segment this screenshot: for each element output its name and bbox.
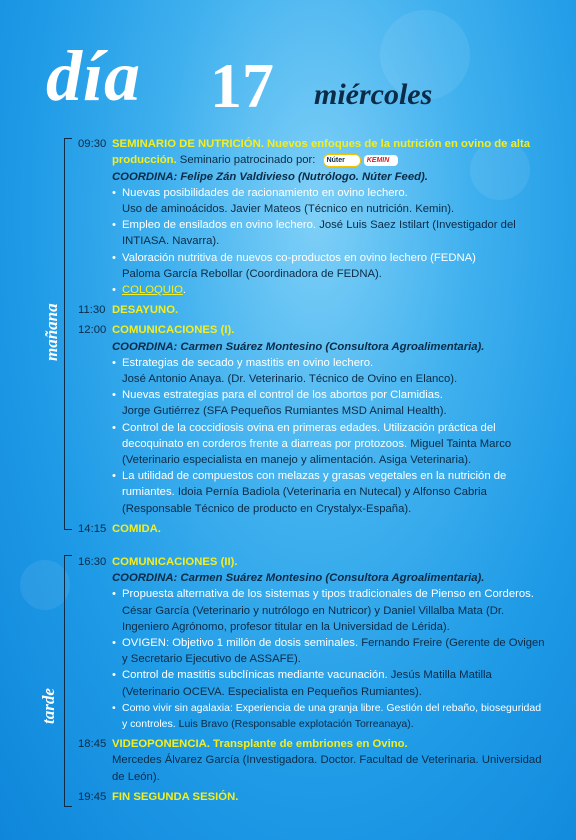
entry-title: COMUNICACIONES (II). (112, 556, 238, 568)
coordinator: COORDINA: Felipe Zán Valdivieso (Nutrólogo. Núter Feed). (112, 170, 428, 183)
talk-topic: La utilidad de compuestos con melazas y grasas vegetales en la nutrición de rumiantes. (122, 470, 507, 499)
list-item (112, 635, 548, 667)
morning-bracket (64, 138, 65, 530)
program-entry (78, 736, 548, 785)
talk-topic: Empleo de ensilados en ovino lechero. (122, 219, 320, 232)
list-item (112, 387, 548, 419)
list-item (112, 468, 548, 517)
day-header (0, 36, 576, 130)
talk-topic: Control de la coccidiosis ovina en primeras edades. Utilización práctica del decoquinato en corderos frente a diarreas por protozoos. (122, 421, 496, 450)
list-item (112, 185, 548, 217)
talk-speaker: Jesús Matilla Matilla (Veterinario OCEVA. Especialista en Pequeños Rumiantes). (122, 669, 492, 698)
talk-topic: OVIGEN: Objetivo 1 millón de dosis seminales. (122, 637, 359, 650)
program-entry (78, 554, 548, 732)
sponsor-logos (323, 152, 398, 168)
talk-speaker: Paloma García Rebollar (Coordinadora de FEDNA). (122, 267, 382, 280)
entry-time: 09:30 (78, 138, 107, 150)
list-item (112, 667, 548, 699)
program-entry (78, 302, 548, 318)
entry-title: FIN SEGUNDA SESIÓN. (112, 790, 239, 803)
nuter-logo: Núter (323, 154, 361, 167)
program-entry (78, 521, 548, 537)
entry-title: SEMINARIO DE NUTRICIÓN. Nuevos enfoques de la nutrición en ovino de alta producción. (112, 138, 531, 167)
program-entry (78, 136, 548, 298)
weekday: miércoles (314, 78, 433, 111)
afternoon-label: tarde (39, 688, 58, 724)
talk-speaker: Uso de aminoácidos. Javier Mateos (Técnico en nutrición. Kemin). (122, 202, 455, 215)
talk-speaker: José Antonio Anaya. (Dr. Veterinario. Técnico de Ovino en Elanco). (122, 372, 458, 385)
entry-title: DESAYUNO. (112, 304, 179, 317)
coloquio-link[interactable]: COLOQUIO (122, 283, 183, 296)
talk-speaker: José Luis Saez Istilart (Investigador del INTIASA. Navarra). (122, 219, 516, 248)
talk-speaker: Miguel Tainta Marco (Veterinario especialista en manejo y alimentación. Asiga Veterinaria). (122, 437, 512, 466)
background-bubble (20, 560, 70, 610)
entry-time: 19:45 (78, 790, 107, 803)
entry-title: COMIDA. (112, 522, 161, 535)
day-word: día (46, 36, 142, 116)
talk-topic: Estrategias de secado y mastitis en ovino lechero. (122, 356, 374, 369)
list-item (112, 420, 548, 469)
list-item (112, 355, 548, 387)
talk-topic: Control de mastitis subclínicas mediante vacunación. (122, 669, 388, 682)
entry-speaker: Mercedes Álvarez García (Investigadora. Doctor. Facultad de Veterinaria. Universidad de León). (112, 754, 542, 783)
entry-time: 14:15 (78, 522, 107, 535)
afternoon-program (78, 554, 548, 805)
list-item (112, 700, 548, 732)
talk-speaker: Idoia Pernía Badiola (Veterinaria en Nutecal) y Alfonso Cabria (Responsable Técnico de producto en Crystalyx-España). (122, 486, 487, 515)
talk-speaker: Jorge Gutiérrez (SFA Pequeños Rumiantes MSD Animal Health). (122, 405, 447, 418)
talk-speaker: Luis Bravo (Responsable explotación Torreanaya). (175, 718, 414, 731)
day-number: 17 (210, 50, 274, 121)
entry-title: COMUNICACIONES (I). (112, 324, 235, 337)
entry-time: 11:30 (78, 304, 106, 317)
talk-topic: Nuevas posibilidades de racionamiento en ovino lechero. (122, 186, 408, 199)
talk-topic: Nuevas estrategias para el control de los abortos por Clamidias. (122, 389, 443, 402)
sponsor-text: Seminario patrocinado por: (176, 154, 316, 167)
talk-speaker: César García (Veterinario y nutrólogo en Nutricor) y Daniel Villalba Mata (Dr. Ingeniero Agrónomo, profesor titular en la Universidad de Lérida). (122, 604, 505, 633)
kemin-logo: KEMIN (364, 155, 398, 166)
entry-title: VIDEOPONENCIA. Transplante de embriones en Ovino. (112, 738, 408, 751)
list-item (112, 282, 548, 298)
morning-label: mañana (42, 303, 61, 361)
entry-time: 18:45 (78, 738, 107, 751)
talk-topic: Propuesta alternativa de los sistemas y tipos tradicionales de Pienso en Corderos. (122, 588, 534, 601)
entry-time: 16:30 (78, 556, 107, 568)
list-item (112, 586, 548, 635)
punctuation: . (182, 283, 187, 296)
afternoon-bracket (64, 555, 65, 807)
talk-speaker: Fernando Freire (Gerente de Ovigen y Secretario Ejecutivo de ASSAFE). (122, 637, 545, 666)
coordinator: COORDINA: Carmen Suárez Montesino (Consultora Agroalimentaria). (112, 572, 485, 585)
list-item (112, 217, 548, 249)
talk-topic: Como vivir sin agalaxia: Experiencia de una granja libre. Gestión del rebaño, bioseguridad y controles. (122, 701, 542, 731)
program-entry (78, 789, 548, 805)
entry-time: 12:00 (78, 324, 107, 337)
coordinator: COORDINA: Carmen Suárez Montesino (Consultora Agroalimentaria). (112, 340, 485, 353)
morning-program (78, 136, 548, 537)
talk-topic: Valoración nutritiva de nuevos co-productos en ovino lechero (FEDNA) (122, 251, 476, 264)
program-entry (78, 322, 548, 516)
list-item (112, 250, 548, 282)
